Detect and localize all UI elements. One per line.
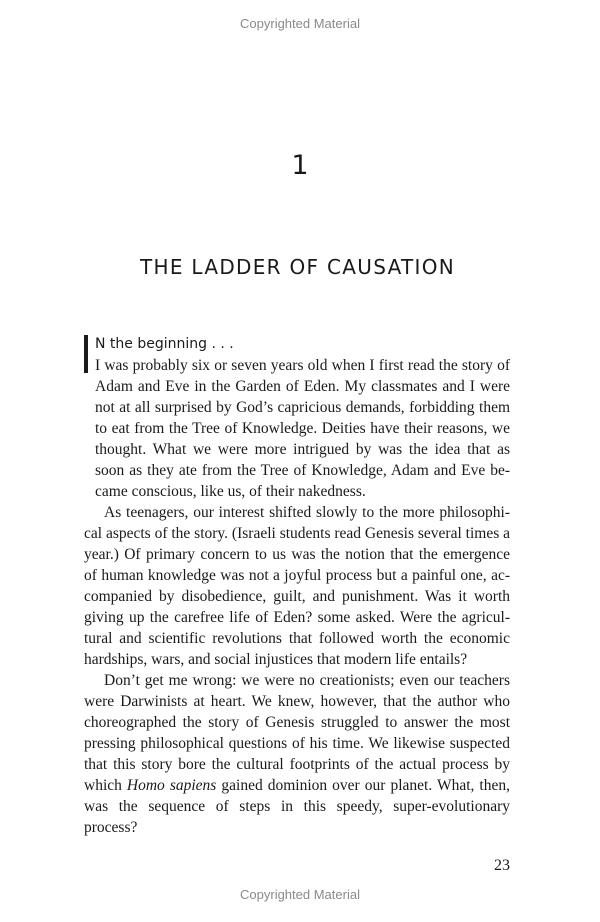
copyright-watermark-top: Copyrighted Material <box>240 16 360 31</box>
opening-line <box>84 333 510 355</box>
chapter-number: 1 <box>291 150 309 181</box>
opening-lead: N the beginning . . . <box>95 336 234 352</box>
chapter-title: THE LADDER OF CAUSATION <box>139 255 456 279</box>
paragraph-3-italic: Homo sapiens <box>126 777 217 794</box>
paragraph-3-end: gained dominion over our planet. What, then, was the sequence of steps in this speedy, super-evolutionary process? <box>84 777 510 836</box>
chapter-body <box>84 333 510 838</box>
paragraph-3 <box>84 670 510 838</box>
copyright-watermark-bottom: Copyrighted Material <box>240 887 360 902</box>
paragraph-1: I was probably six or seven years old when I first read the story of Adam and Eve in the Garden of Eden. My classmates and I were not at all surprised by God’s capricious demands, forbidding them to eat from the Tree of Knowledge. Deities have their reasons, we thought. What we were more intrigued by was the idea that as soon as they ate from the Tree of Knowledge, Adam and Eve became conscious, like us, of their nakedness. <box>95 357 510 500</box>
page-number: 23 <box>494 857 510 874</box>
drop-cap <box>84 335 88 373</box>
paragraph-3-start: Don’t get me wrong: we were no creationists; even our teachers were Darwinists at heart. We knew, however, that the author who choreographed the story of Genesis struggled to answer the most pressing philosophical questions of his time. We likewise suspected that this story bore the cultural footprints of the actual process by which <box>84 672 510 794</box>
paragraph-2: As teenagers, our interest shifted slowly to the more philosophical aspects of the story. (Israeli students read Genesis several times a year.) Of primary concern to us was the notion that the emergence of human knowledge was not a joyful process but a painful one, accompanied by disobedience, guilt, and punishment. Was it worth giving up the carefree life of Eden? some asked. Were the agricultural and scientific revolutions that followed worth the economic hardships, wars, and social injustices that modern life entails? <box>84 504 510 668</box>
